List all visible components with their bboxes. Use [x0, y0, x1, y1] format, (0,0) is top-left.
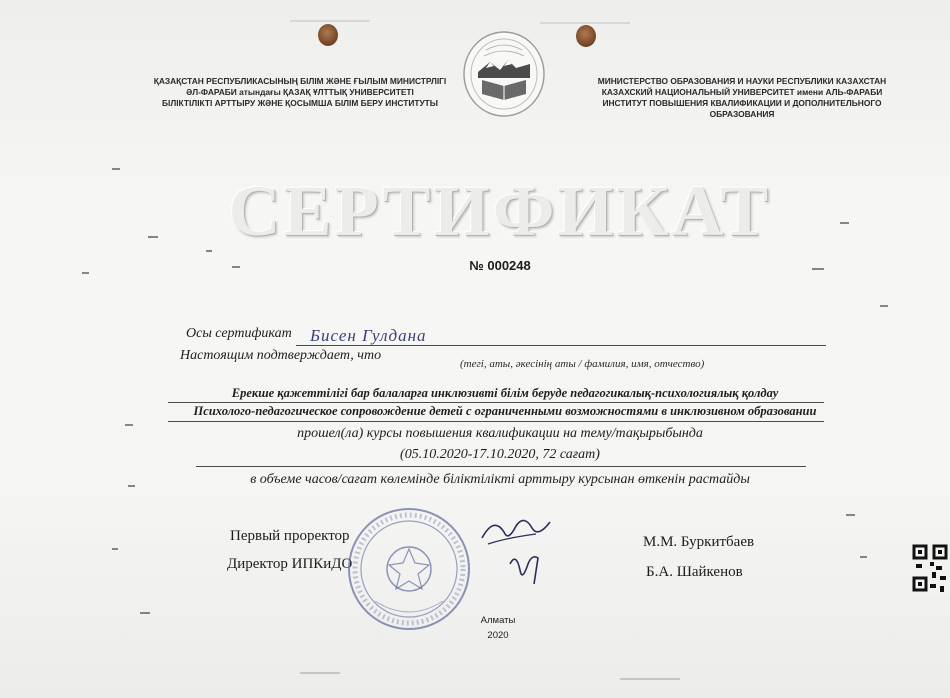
university-emblem-icon — [456, 28, 552, 120]
header-right — [572, 76, 912, 120]
recipient-label-ru: Настоящим подтверждает, что — [180, 348, 382, 363]
issue-year: 2020 — [487, 630, 509, 641]
topic-underline — [168, 402, 824, 403]
scan-streak — [300, 672, 340, 674]
name-underline — [296, 345, 826, 346]
header-left-line: БІЛІКТІЛІКТІ АРТТЫРУ ЖӘНЕ ҚОСЫМША БІЛІМ БЕРУ ИНСТИТУТЫ — [162, 98, 438, 108]
header-right-line: КАЗАХСКИЙ НАЦИОНАЛЬНЫЙ УНИВЕРСИТЕТ имени АЛЬ-ФАРАБИ — [601, 87, 883, 97]
binding-hole — [318, 24, 338, 46]
scan-streak — [812, 268, 824, 270]
scan-streak — [860, 556, 867, 558]
course-passed-text: прошел(ла) курсы повышения квалификации на тему/тақырыбында — [297, 426, 703, 441]
issue-place — [468, 613, 528, 643]
scan-streak — [82, 272, 89, 274]
recipient-name: Бисен Гулдана — [310, 326, 427, 345]
course-topic-kz: Ерекше қажеттілігі бар балаларға инклюзивті білім беруде педагогикалық-психологиялық қолдау — [231, 386, 779, 400]
signature-mark — [476, 508, 556, 593]
signatory-name: Б.А. Шайкенов — [646, 564, 743, 580]
certificate-number: № 000248 — [469, 258, 531, 273]
header-left-line: ӘЛ-ФАРАБИ атындағы ҚАЗАҚ ҰЛТТЫҚ УНИВЕРСИТЕТІ — [186, 87, 414, 97]
name-hint: (тегі, аты, әкесінің аты / фамилия, имя, отчество) — [460, 358, 705, 370]
scan-streak — [148, 236, 158, 238]
binding-thread — [290, 20, 370, 22]
course-dates: (05.10.2020-17.10.2020, 72 сағат) — [400, 447, 600, 462]
dates-underline — [196, 466, 806, 467]
header-left — [150, 76, 450, 109]
scan-streak — [840, 222, 849, 224]
issue-city: Алматы — [480, 615, 516, 626]
course-topic-ru: Психолого-педагогическое сопровождение детей с ограниченными возможностями в инклюзивном образовании — [193, 404, 817, 418]
header-right-line: ИНСТИТУТ ПОВЫШЕНИЯ КВАЛИФИКАЦИИ И ДОПОЛНИТЕЛЬНОГО ОБРАЗОВАНИЯ — [602, 98, 882, 119]
scan-streak — [620, 678, 680, 680]
header-right-line: МИНИСТЕРСТВО ОБРАЗОВАНИЯ И НАУКИ РЕСПУБЛИКИ КАЗАХСТАН — [597, 76, 887, 86]
certificate-title: СЕРТИФИКАТ — [228, 171, 772, 251]
official-seal-icon — [345, 505, 473, 633]
binding-thread — [540, 22, 630, 24]
scan-streak — [112, 548, 118, 550]
scan-streak — [125, 424, 133, 426]
scan-streak — [846, 514, 855, 516]
scan-streak — [140, 612, 150, 614]
scan-streak — [880, 305, 888, 307]
course-volume-text: в объеме часов/сағат көлемінде біліктілікті арттыру курсынан өткенін растайды — [250, 472, 750, 487]
topic-underline — [168, 421, 824, 422]
qr-code-icon — [912, 542, 950, 594]
binding-hole — [576, 25, 596, 47]
header-left-line: ҚАЗАҚСТАН РЕСПУБЛИКАСЫНЫҢ БІЛІМ ЖӘНЕ ҒЫЛЫМ МИНИСТРЛІГІ — [153, 76, 447, 86]
scan-streak — [232, 266, 240, 268]
signatory-name: М.М. Буркитбаев — [643, 534, 755, 550]
scan-streak — [112, 168, 120, 170]
signatory-role: Первый проректор — [230, 528, 350, 544]
signatory-role: Директор ИПКиДО — [227, 556, 353, 572]
scan-streak — [128, 485, 135, 487]
recipient-label-kz: Осы сертификат — [186, 326, 292, 341]
